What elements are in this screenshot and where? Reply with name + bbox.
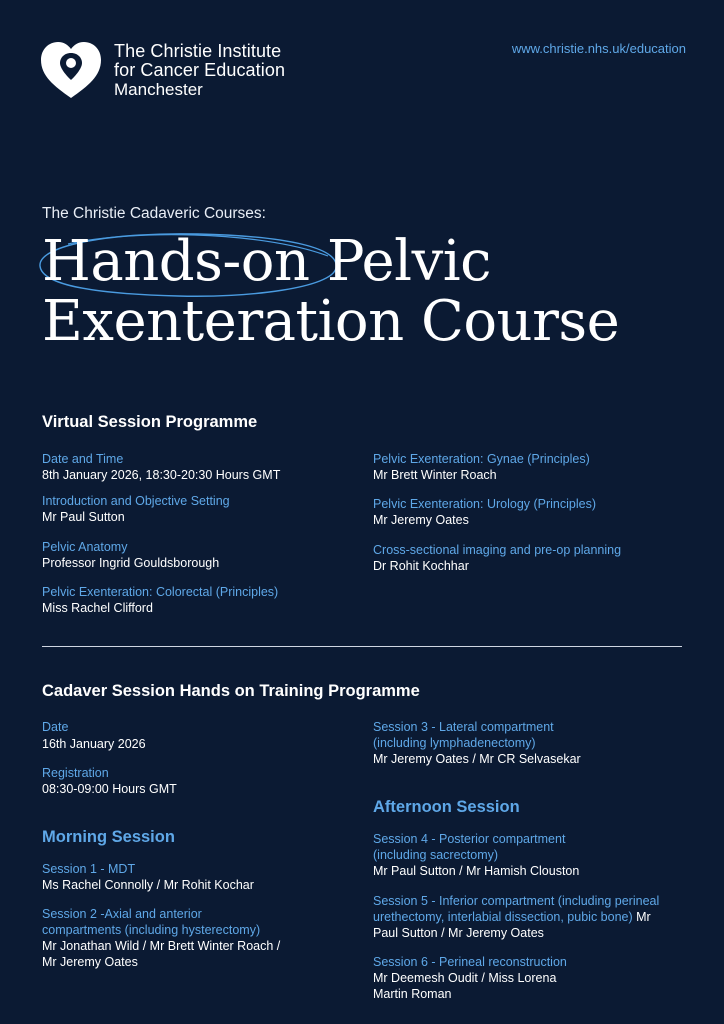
item-value: 08:30-09:00 Hours GMT: [42, 782, 177, 796]
item-value: Mr Jeremy Oates / Mr CR Selvasekar: [373, 752, 581, 766]
item-label: Cross-sectional imaging and pre-op planning: [373, 543, 622, 557]
section-divider: [42, 646, 682, 647]
item-label: Pelvic Exenteration: Gynae (Principles): [373, 452, 590, 466]
item-value: Mr: [632, 910, 651, 924]
item-value: Mr Jeremy Oates: [373, 513, 469, 527]
virtual-item: [373, 542, 673, 574]
item-value: Mr Jeremy Oates: [42, 955, 138, 969]
course-series: The Christie Cadaveric Courses:: [42, 205, 266, 222]
virtual-item: [42, 451, 342, 483]
item-value: Mr Brett Winter Roach: [373, 468, 497, 482]
item-value: Mr Paul Sutton: [42, 510, 125, 524]
item-label: Pelvic Anatomy: [42, 540, 128, 554]
item-label: (including sacrectomy): [373, 848, 499, 862]
session-item: [42, 861, 342, 893]
title-line-2: Exenteration Course: [42, 289, 620, 354]
session-item: [373, 831, 673, 879]
virtual-item: [373, 496, 673, 528]
item-label: Session 1 - MDT: [42, 862, 136, 876]
virtual-item: [373, 451, 673, 483]
item-value: Professor Ingrid Gouldsborough: [42, 556, 220, 570]
item-label: Session 6 - Perineal reconstruction: [373, 955, 567, 969]
item-label: Session 2 -Axial and anterior: [42, 907, 202, 921]
session-item: [373, 954, 673, 1002]
website-link[interactable]: www.christie.nhs.uk/education: [511, 41, 686, 56]
virtual-session-title: Virtual Session Programme: [42, 413, 258, 431]
item-value: Miss Rachel Clifford: [42, 601, 153, 615]
title-pelvic: Pelvic: [309, 229, 492, 294]
item-label: Introduction and Objective Setting: [42, 494, 230, 508]
item-label: (including lymphadenectomy): [373, 736, 536, 750]
item-label: Session 4 - Posterior compartment: [373, 832, 566, 846]
item-label: Session 3 - Lateral compartment: [373, 720, 554, 734]
item-value: 8th January 2026, 18:30-20:30 Hours GMT: [42, 468, 281, 482]
item-value: Mr Deemesh Oudit / Miss Lorena: [373, 971, 557, 985]
morning-session-heading: Morning Session: [42, 828, 175, 846]
cadaver-registration: [42, 765, 342, 797]
title-hands-on: Hands-on: [42, 229, 310, 294]
item-label: Session 5 - Inferior compartment (including perineal: [373, 894, 660, 908]
session-item: [42, 906, 342, 970]
item-label: urethectomy, interlabial dissection, pubic bone): [373, 910, 633, 924]
virtual-item: [42, 493, 342, 525]
cadaver-session-title: Cadaver Session Hands on Training Programme: [42, 682, 420, 700]
item-value: Dr Rohit Kochhar: [373, 559, 469, 573]
item-label: compartments (including hysterectomy): [42, 923, 261, 937]
cadaver-date: [42, 719, 342, 752]
org-line-2: for Cancer Education: [114, 60, 286, 80]
item-label: Registration: [42, 766, 109, 780]
item-value: Ms Rachel Connolly / Mr Rohit Kochar: [42, 878, 254, 892]
org-line-1: The Christie Institute: [114, 41, 282, 61]
virtual-item: [42, 539, 342, 571]
org-line-3: Manchester: [114, 80, 203, 99]
item-value: Mr Jonathan Wild / Mr Brett Winter Roach /: [42, 939, 281, 953]
course-title: [42, 229, 620, 354]
item-value: Paul Sutton / Mr Jeremy Oates: [373, 926, 544, 940]
afternoon-session-heading: Afternoon Session: [373, 798, 520, 816]
session-item: [373, 719, 673, 767]
heart-pin-icon: [40, 40, 102, 100]
item-label: Pelvic Exenteration: Colorectal (Principles): [42, 585, 279, 599]
item-label: Date: [42, 720, 69, 734]
item-value: 16th January 2026: [42, 737, 146, 751]
item-value: Martin Roman: [373, 987, 452, 1001]
item-label: Date and Time: [42, 452, 124, 466]
item-value: Mr Paul Sutton / Mr Hamish Clouston: [373, 864, 580, 878]
organization-name: [114, 42, 285, 99]
virtual-item: [42, 584, 342, 616]
item-label: Pelvic Exenteration: Urology (Principles): [373, 497, 597, 511]
session-item: [373, 893, 693, 941]
